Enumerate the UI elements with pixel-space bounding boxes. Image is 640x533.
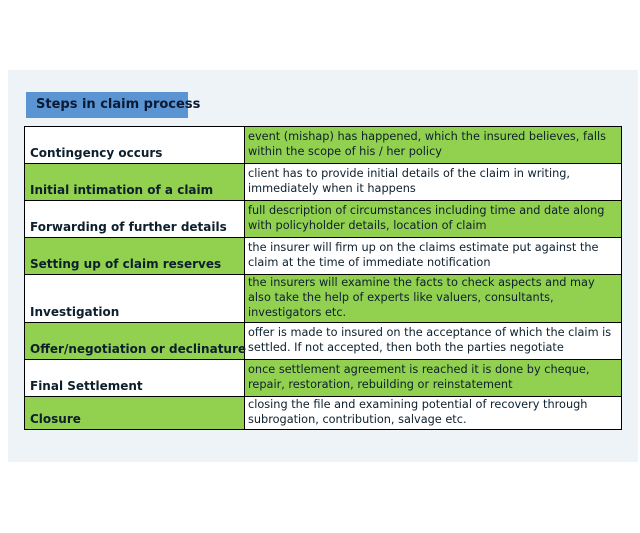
step-name: Forwarding of further details [25,201,245,238]
table-row [25,238,622,275]
step-name: Contingency occurs [25,127,245,164]
step-name: Investigation [25,275,245,323]
table-row [25,127,622,164]
section-heading: Steps in claim process [26,92,188,118]
table-row [25,360,622,397]
step-name: Setting up of claim reserves [25,238,245,275]
step-description: closing the file and examining potential of recovery through subrogation, contribution, salvage etc. [245,397,622,430]
step-name: Offer/negotiation or declinature [25,323,245,360]
step-description: once settlement agreement is reached it is done by cheque, repair, restoration, rebuilding or reinstatement [245,360,622,397]
table-row [25,164,622,201]
step-description: the insurers will examine the facts to check aspects and may also take the help of experts like valuers, consultants, investigators etc. [245,275,622,323]
step-name: Final Settlement [25,360,245,397]
step-description: the insurer will firm up on the claims estimate put against the claim at the time of immediate notification [245,238,622,275]
step-description: event (mishap) has happened, which the insured believes, falls within the scope of his / her policy [245,127,622,164]
step-description: offer is made to insured on the acceptance of which the claim is settled. If not accepted, then both the parties negotiate [245,323,622,360]
table-row [25,323,622,360]
table-row [25,275,622,323]
step-description: full description of circumstances including time and date along with policyholder details, location of claim [245,201,622,238]
step-description: client has to provide initial details of the claim in writing, immediately when it happens [245,164,622,201]
step-name: Initial intimation of a claim [25,164,245,201]
claim-steps-table [24,126,622,430]
table-row [25,397,622,430]
table-row [25,201,622,238]
step-name: Closure [25,397,245,430]
